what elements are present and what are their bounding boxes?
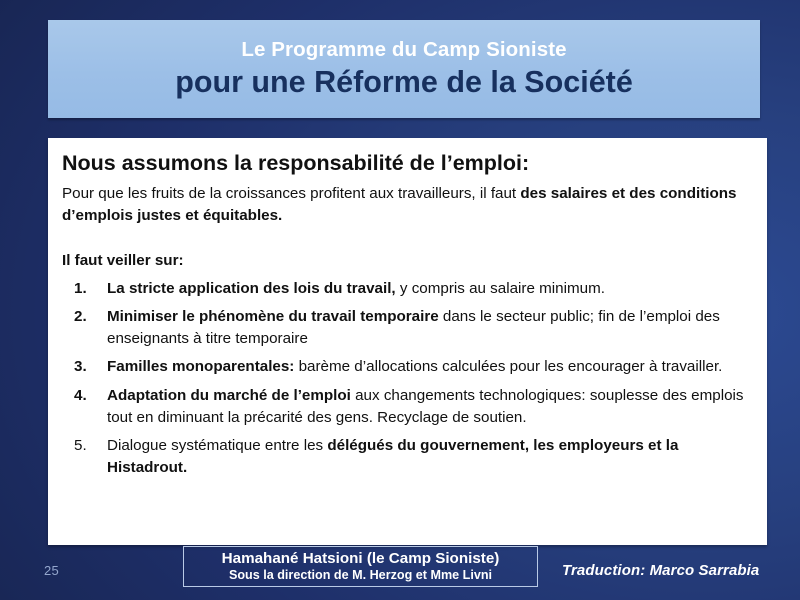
slide-number: 25: [44, 563, 60, 578]
content-heading: Nous assumons la responsabilité de l’emploi:: [62, 151, 530, 175]
list-item-normal-text: y compris au salaire minimum.: [395, 279, 605, 297]
slide-title-banner: [48, 20, 760, 118]
list-item-number: 4.: [74, 387, 87, 404]
list-item: [62, 306, 753, 349]
footer-attribution-box: [183, 546, 538, 587]
list-item-number: 1.: [74, 279, 87, 297]
numbered-item-list: [62, 278, 753, 479]
list-item-bold-text: La stricte application des lois du travail,: [107, 279, 396, 297]
footer-organization-name: Hamahané Hatsioni (le Camp Sioniste): [221, 549, 500, 567]
list-item-normal-text: barème d’allocations calculées pour les encourager à travailler.: [294, 358, 723, 376]
list-item-text: [107, 306, 753, 349]
list-item-text: [107, 278, 753, 300]
list-item: [62, 278, 753, 300]
list-item-normal-text: aux changements technologiques: souplesse des emplois tout en diminuant la précarité des gens. Recyclage de soutien.: [107, 387, 744, 426]
list-item-text: [107, 385, 753, 428]
intro-normal-text: Pour que les fruits de la croissances profitent aux travailleurs, il faut: [62, 184, 521, 202]
list-item-number: 2.: [74, 308, 87, 326]
list-item-bold-text: Adaptation du marché de l’emploi: [107, 387, 351, 404]
list-item: [62, 435, 753, 478]
translation-credit: Traduction: Marco Sarrabia: [562, 562, 760, 579]
list-item: [62, 385, 753, 428]
list-item-text: [107, 356, 753, 378]
content-subheading: Il faut veiller sur:: [62, 251, 184, 269]
list-item-text: [107, 435, 753, 478]
list-item-number: 3.: [74, 358, 87, 376]
intro-paragraph: [62, 183, 753, 227]
footer-direction-line: Sous la direction de M. Herzog et Mme Livni: [228, 568, 493, 583]
slide-title-line-1: Le Programme du Camp Sioniste: [241, 38, 567, 62]
list-item-number: 5.: [74, 437, 87, 455]
list-item-bold-text: délégués du gouvernement, les employeurs et la Histadrout.: [107, 437, 679, 476]
slide-content-panel: [48, 138, 767, 545]
list-item-normal-text: Dialogue systématique entre les: [107, 437, 328, 455]
intro-bold-text: des salaires et des conditions d’emplois justes et équitables.: [62, 184, 737, 224]
list-item: [62, 356, 753, 378]
slide-title-line-2: pour une Réforme de la Société: [175, 64, 633, 99]
list-item-bold-text: Familles monoparentales:: [107, 358, 295, 376]
list-item-bold-text: Minimiser le phénomène du travail temporaire: [107, 308, 439, 326]
list-item-normal-text: dans le secteur public; fin de l’emploi des enseignants à titre temporaire: [107, 308, 720, 347]
